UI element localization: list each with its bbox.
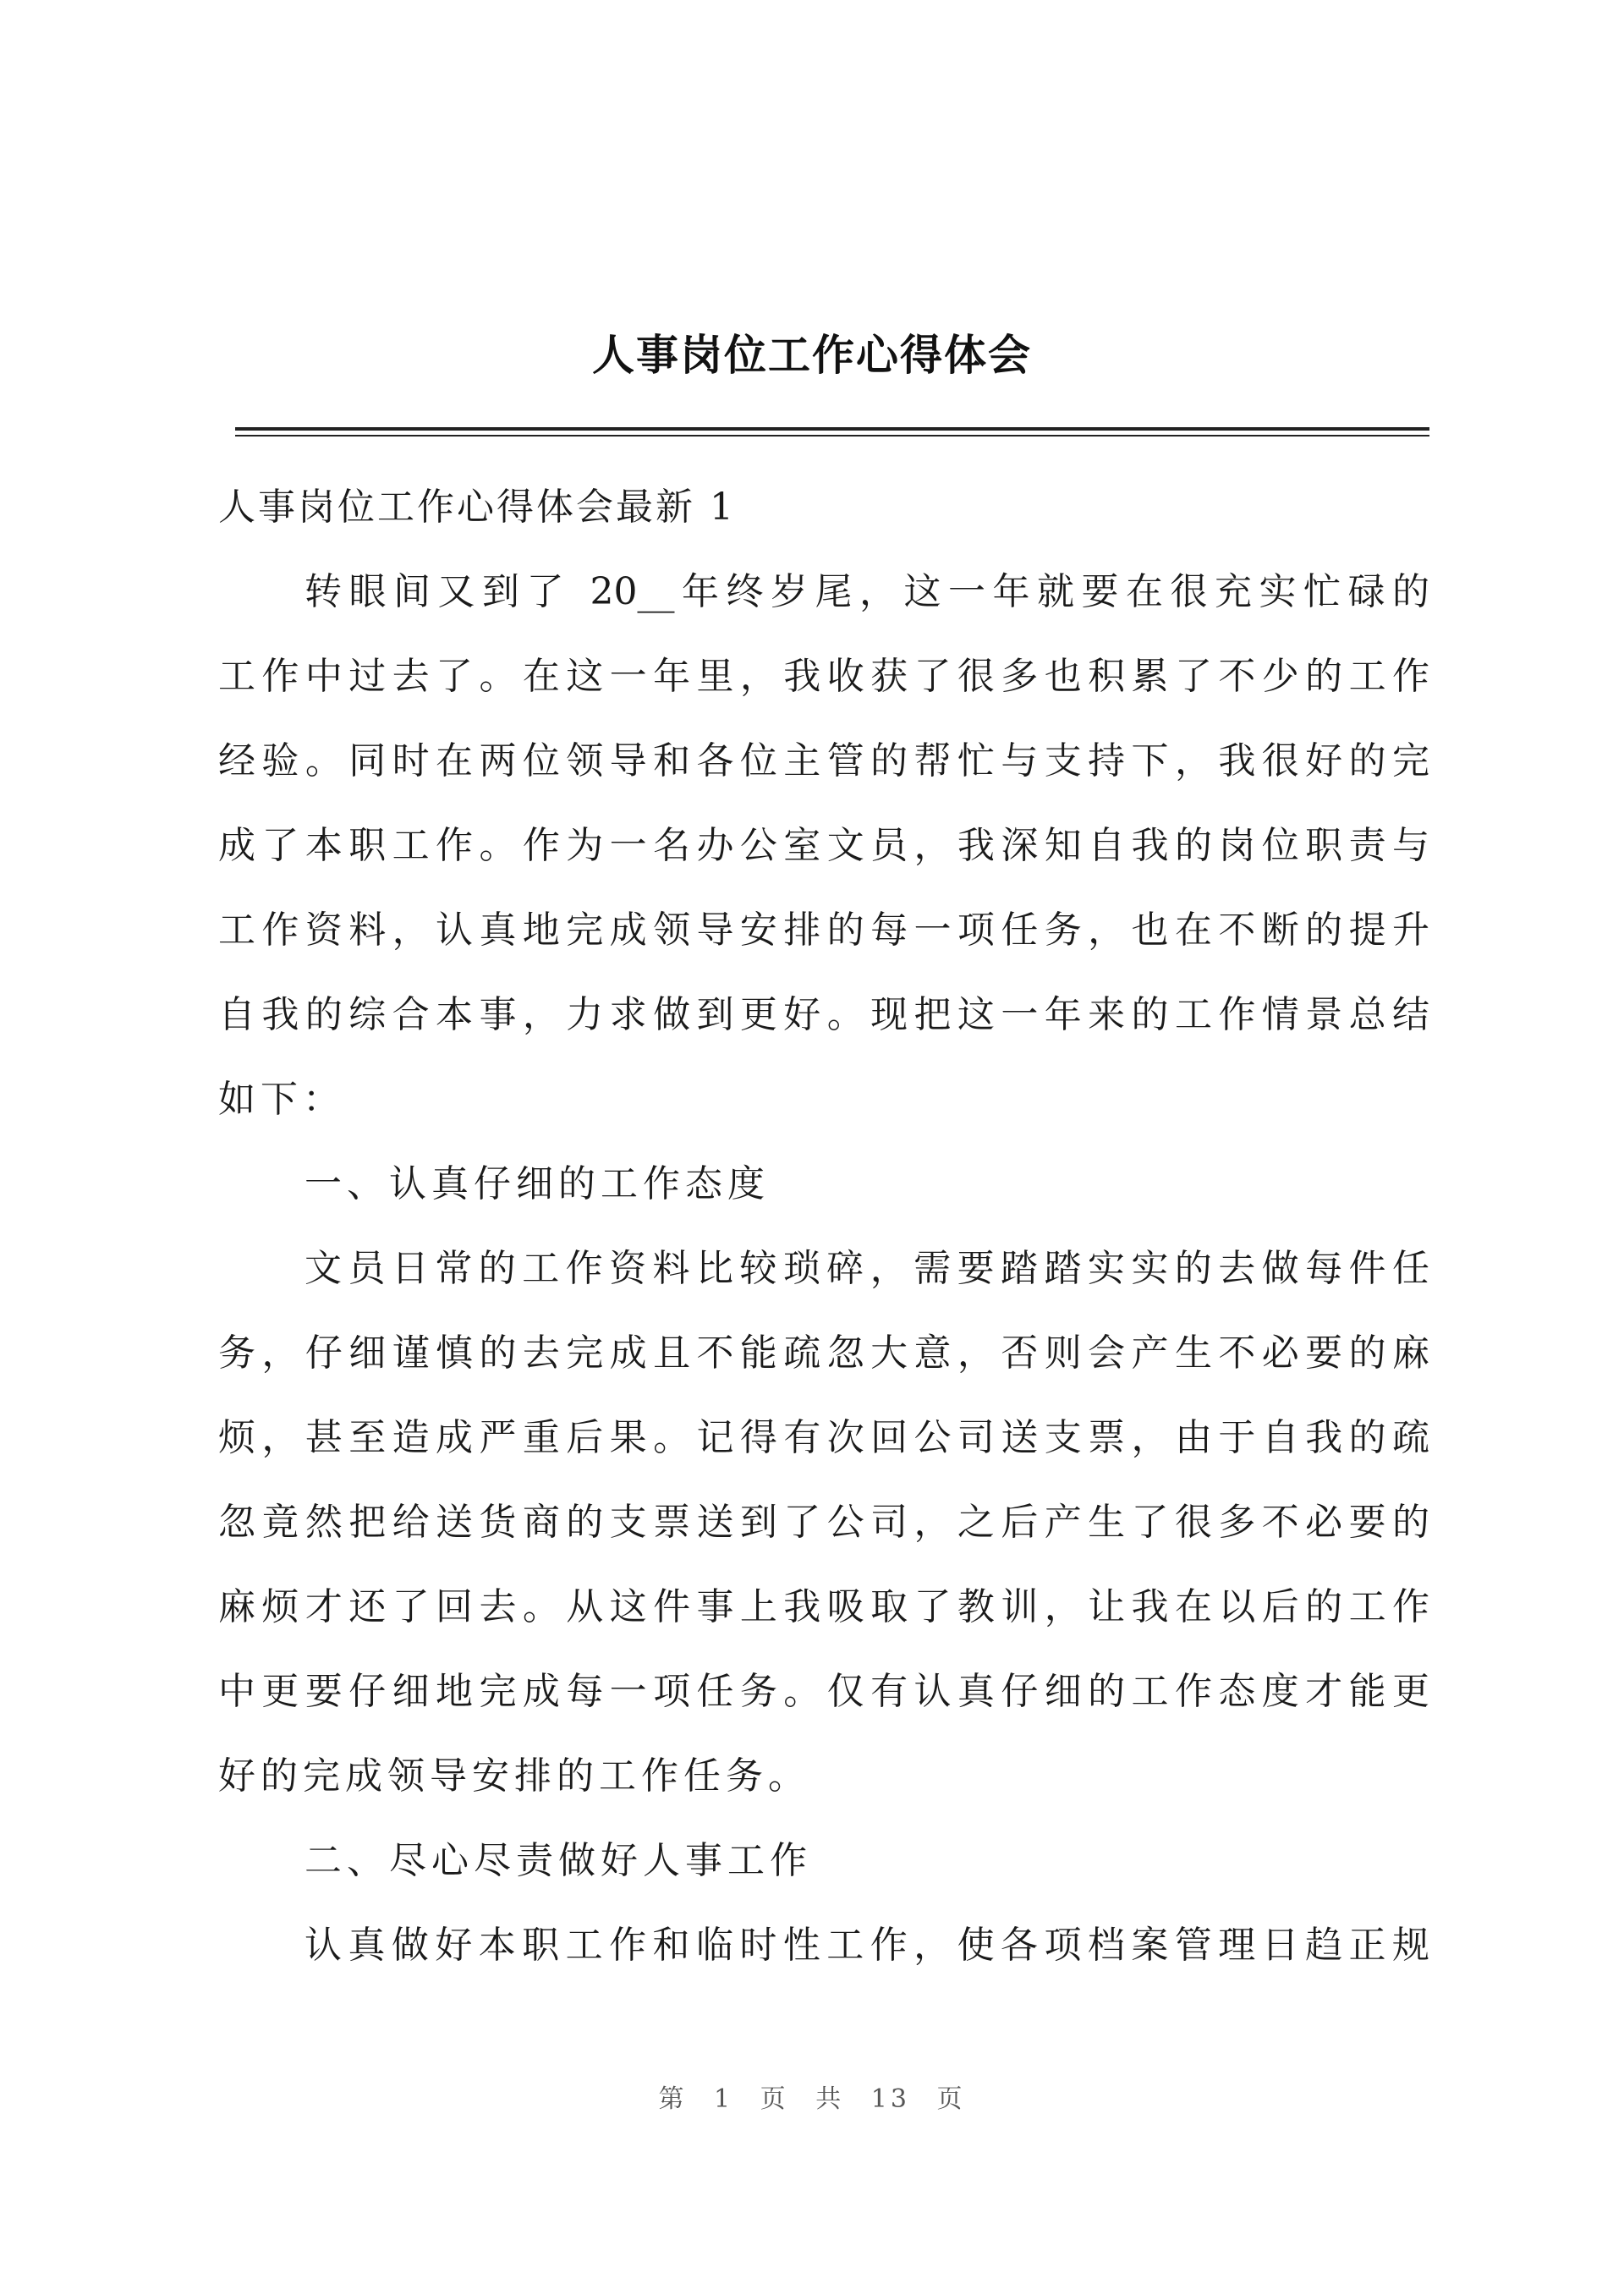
page-footer: 第 1 页 共 13 页 — [658, 2084, 966, 2114]
paragraph-line: 中更要仔细地完成每一项任务。仅有认真仔细的工作态度才能更 — [218, 1670, 1429, 1713]
paragraph-line: 麻烦才还了回去。从这件事上我吸取了教训，让我在以后的工作 — [218, 1585, 1429, 1628]
paragraph-line: 工作资料，认真地完成领导安排的每一项任务，也在不断的提升 — [218, 909, 1429, 952]
paragraph-line: 文员日常的工作资料比较琐碎，需要踏踏实实的去做每件任 — [304, 1247, 1429, 1290]
document-body — [218, 465, 1429, 1988]
paragraph-line: 认真做好本职工作和临时性工作，使各项档案管理日趋正规 — [304, 1924, 1429, 1967]
section-heading: 人事岗位工作心得体会最新 1 — [218, 486, 736, 529]
subsection-heading: 二、尽心尽责做好人事工作 — [304, 1839, 812, 1882]
paragraph-line: 工作中过去了。在这一年里，我收获了很多也积累了不少的工作 — [218, 655, 1429, 698]
paragraph-line: 经验。同时在两位领导和各位主管的帮忙与支持下，我很好的完 — [218, 739, 1429, 782]
paragraph-line: 如下： — [218, 1078, 345, 1121]
title-divider-thin — [235, 435, 1429, 436]
paragraph-line: 成了本职工作。作为一名办公室文员，我深知自我的岗位职责与 — [218, 824, 1429, 867]
paragraph-line: 烦，甚至造成严重后果。记得有次回公司送支票，由于自我的疏 — [218, 1416, 1429, 1459]
paragraph-line: 好的完成领导安排的工作任务。 — [218, 1754, 810, 1798]
paragraph-line: 忽竟然把给送货商的支票送到了公司，之后产生了很多不必要的 — [218, 1501, 1429, 1544]
paragraph-line: 自我的综合本事，力求做到更好。现把这一年来的工作情景总结 — [218, 993, 1429, 1036]
document-title: 人事岗位工作心得体会 — [592, 331, 1032, 380]
title-divider-thick — [235, 427, 1429, 431]
subsection-heading: 一、认真仔细的工作态度 — [304, 1162, 770, 1205]
paragraph-line: 务，仔细谨慎的去完成且不能疏忽大意，否则会产生不必要的麻 — [218, 1331, 1429, 1375]
paragraph-line: 转眼间又到了 20__年终岁尾，这一年就要在很充实忙碌的 — [304, 570, 1429, 613]
